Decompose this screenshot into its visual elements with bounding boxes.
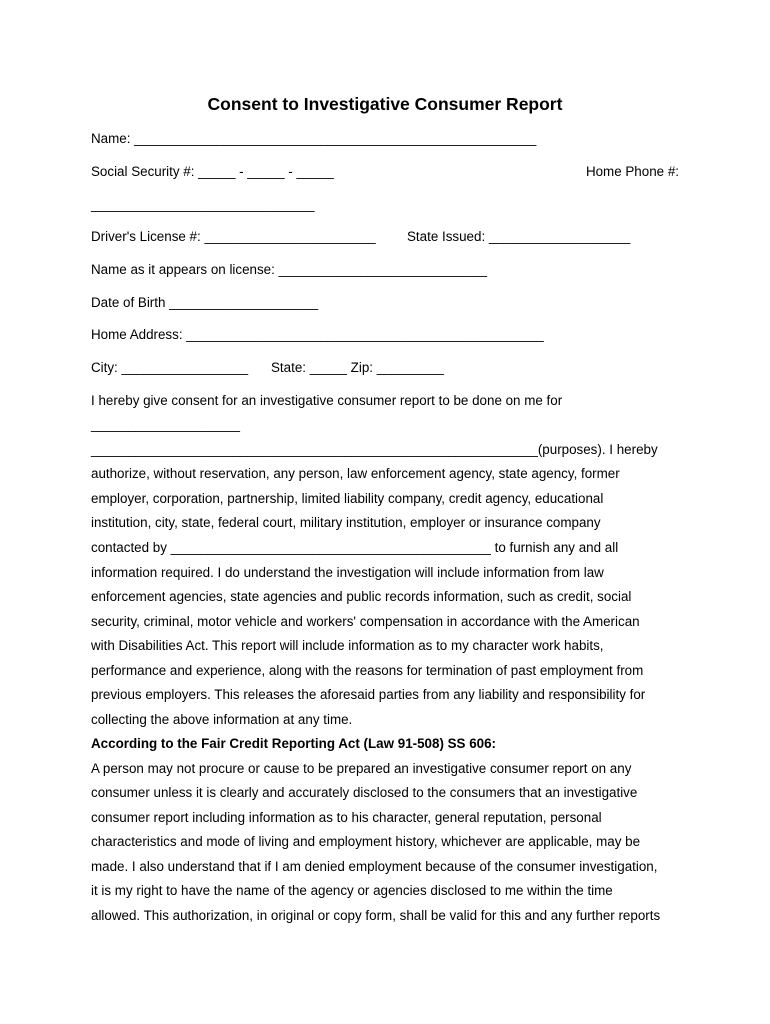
name-field[interactable]: Name: ______________________________________________________ bbox=[91, 131, 537, 146]
fcra-line: it is my right to have the name of the agency or agencies disclosed to me within the time bbox=[91, 883, 613, 898]
consent-line: collecting the above information at any time. bbox=[91, 712, 353, 727]
name-on-license-field[interactable]: Name as it appears on license: ____________________________ bbox=[91, 262, 488, 277]
fcra-line: allowed. This authorization, in original or copy form, shall be valid for this and any further reports bbox=[91, 908, 661, 923]
fcra-line: characteristics and mode of living and employment history, whichever are applicable, may be bbox=[91, 834, 641, 849]
consent-line: performance and experience, along with the reasons for termination of past employment from bbox=[91, 663, 644, 678]
home-phone-label: Home Phone #: bbox=[585, 164, 679, 179]
consent-line: enforcement agencies, state agencies and public records information, such as credit, social bbox=[91, 589, 632, 604]
fcra-heading: According to the Fair Credit Reporting Act (Law 91-508) SS 606: bbox=[91, 736, 497, 751]
city-field[interactable]: City: _________________ bbox=[91, 360, 249, 375]
consent-line: authorize, without reservation, any person, law enforcement agency, state agency, former bbox=[91, 466, 620, 481]
fcra-line: A person may not procure or cause to be prepared an investigative consumer report on any bbox=[91, 761, 632, 776]
consent-line: previous employers. This releases the aforesaid parties from any liability and responsibility for bbox=[91, 687, 646, 702]
purpose-field[interactable]: ____________________ bbox=[91, 417, 240, 432]
fcra-line: consumer report including information as to his character, general reputation, personal bbox=[91, 810, 602, 825]
fcra-line: consumer unless it is clearly and accurately disclosed to the consumers that an investigative bbox=[91, 785, 638, 800]
drivers-license-field[interactable]: Driver's License #: _______________________ bbox=[91, 229, 376, 244]
consent-line: institution, city, state, federal court, military institution, employer or insurance company bbox=[91, 515, 601, 530]
consent-line: security, criminal, motor vehicle and workers' compensation in accordance with the American bbox=[91, 614, 640, 629]
consent-line: with Disabilities Act. This report will include information as to my character work habits, bbox=[91, 638, 604, 653]
page-title: Consent to Investigative Consumer Report bbox=[207, 94, 563, 114]
fcra-line: made. I also understand that if I am denied employment because of the consumer investigation, bbox=[91, 859, 658, 874]
consent-line: I hereby give consent for an investigative consumer report to be done on me for bbox=[91, 393, 563, 408]
home-phone-field[interactable]: ______________________________ bbox=[91, 197, 315, 212]
date-of-birth-field[interactable]: Date of Birth ____________________ bbox=[91, 295, 319, 310]
consent-line: contacted by ___________________________________________ to furnish any and all bbox=[91, 540, 619, 555]
consent-line: employer, corporation, partnership, limited liability company, credit agency, educational bbox=[91, 491, 604, 506]
home-address-field[interactable]: Home Address: ________________________________________________ bbox=[91, 327, 544, 342]
state-zip-field[interactable]: State: _____ Zip: _________ bbox=[271, 360, 444, 375]
consent-line: information required. I do understand the investigation will include information from law bbox=[91, 565, 604, 580]
consent-line: ____________________________________________________________(purposes). I hereby bbox=[91, 442, 658, 457]
ssn-field[interactable]: Social Security #: _____ - _____ - _____ bbox=[91, 164, 334, 179]
state-issued-field[interactable]: State Issued: ___________________ bbox=[407, 229, 631, 244]
